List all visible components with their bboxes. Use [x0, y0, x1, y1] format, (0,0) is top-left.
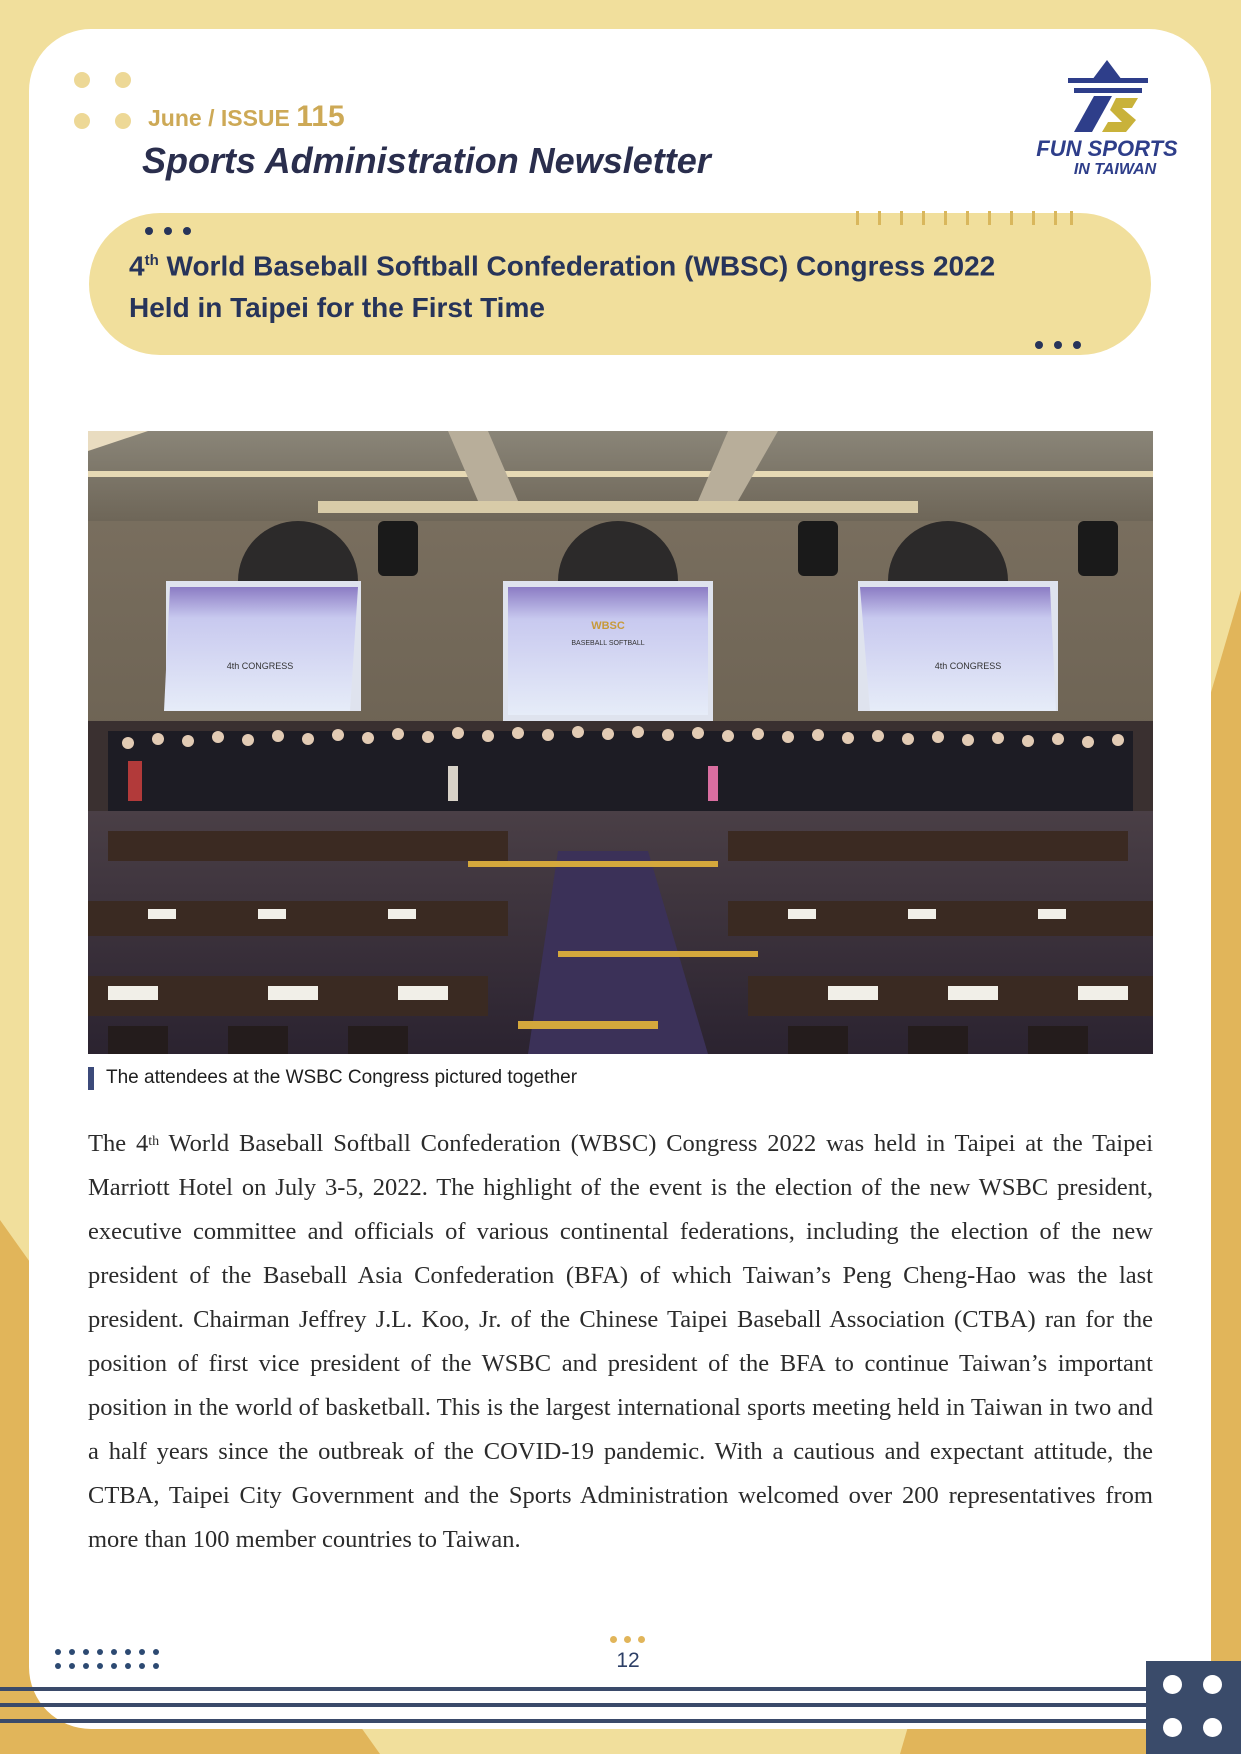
footer-line — [0, 1719, 1146, 1723]
photo-caption: The attendees at the WSBC Congress pictured together — [106, 1067, 578, 1088]
decor-dot — [638, 1636, 645, 1643]
screen-right-text: 4th CONGRESS — [934, 661, 1002, 671]
issue-prefix: June / ISSUE — [148, 105, 290, 131]
page-number: 12 — [616, 1649, 640, 1672]
decor-tick — [922, 211, 925, 225]
decor-tick — [856, 211, 859, 225]
screen-center-subtext: BASEBALL SOFTBALL — [571, 640, 645, 647]
decor-tick — [1070, 211, 1073, 225]
decor-tick — [1032, 211, 1035, 225]
decor-dot — [1163, 1675, 1182, 1694]
decor-dot — [183, 227, 191, 235]
decor-tick — [966, 211, 969, 225]
decor-dot — [69, 1663, 75, 1669]
decor-tick — [1010, 211, 1013, 225]
decor-dot — [610, 1636, 617, 1643]
decor-tick — [1054, 211, 1057, 225]
decor-dot — [1035, 341, 1043, 349]
decor-dot — [69, 1649, 75, 1655]
screen-center-text: WBSC — [591, 620, 625, 632]
decor-tick — [900, 211, 903, 225]
article-body — [88, 1122, 1153, 1562]
logo-line1: FUN SPORTS — [1036, 136, 1178, 161]
decor-dot — [624, 1636, 631, 1643]
issue-number: 115 — [296, 100, 345, 133]
decor-dot — [1203, 1718, 1222, 1737]
headline-ordinal-suffix: th — [144, 252, 159, 269]
logo-line2: IN TAIWAN — [1073, 161, 1157, 178]
fun-sports-logo — [1030, 58, 1185, 182]
article-headline — [129, 240, 1119, 329]
footer-line — [0, 1703, 1146, 1707]
decor-dot — [1163, 1718, 1182, 1737]
decor-dot — [1054, 341, 1062, 349]
decor-dot — [83, 1663, 89, 1669]
decor-dot — [164, 227, 172, 235]
decor-tick — [944, 211, 947, 225]
headline-ordinal: 4 — [129, 250, 145, 282]
decor-dot — [153, 1649, 159, 1655]
decor-dot — [55, 1649, 61, 1655]
body-lead: The 4 — [88, 1130, 149, 1157]
decor-dot — [97, 1649, 103, 1655]
issue-label — [148, 100, 345, 134]
decor-dot — [115, 72, 131, 88]
caption-bar — [88, 1067, 94, 1090]
decor-dot — [97, 1663, 103, 1669]
newsletter-title: Sports Administration Newsletter — [142, 140, 711, 181]
decor-dot — [74, 113, 90, 129]
decor-tick — [878, 211, 881, 225]
decor-dot — [1073, 341, 1081, 349]
decor-dot — [145, 227, 153, 235]
decor-tick — [988, 211, 991, 225]
headline-line1: World Baseball Softball Confederation (WBSC) Congress 2022 — [166, 250, 996, 282]
decor-dot — [111, 1663, 117, 1669]
decor-dot — [1203, 1675, 1222, 1694]
decor-dot — [125, 1649, 131, 1655]
decor-dot — [83, 1649, 89, 1655]
decor-dot — [74, 72, 90, 88]
decor-dot — [153, 1663, 159, 1669]
footer-line — [0, 1687, 1146, 1691]
decor-dot — [139, 1663, 145, 1669]
decor-dot — [115, 113, 131, 129]
body-lead-sup: th — [148, 1134, 160, 1149]
body-text: World Baseball Softball Confederation (WBSC) Congress 2022 was held in Taipei at the Taipei Marriott Hotel on July 3-5, 2022. The highlight of the event is the election of the new WSBC president, executive committee and officials of various continental federations, including the election of the new president of the Baseball Asia Confederation (BFA) of which Taiwan’s Peng Cheng-Hao was the last president. Chairman Jeffrey J.L. Koo, Jr. of the Chinese Taipei Baseball Association (CTBA) ran for the position of first vice president of the WSBC and president of the BFA to continue Taiwan’s important position in the world of basketball. This is the largest international sports meeting held in Taiwan in two and a half years since the outbreak of the COVID-19 pandemic. With a cautious and expectant attitude, the CTBA, Taipei City Government and the Sports Administration welcomed over 200 representatives from more than 100 member countries to Taiwan. — [88, 1130, 1153, 1553]
logo-mark-icon — [1030, 58, 1185, 182]
decor-dot — [139, 1649, 145, 1655]
footer-corner-block — [1146, 1661, 1241, 1754]
decor-dot — [55, 1663, 61, 1669]
decor-dot — [125, 1663, 131, 1669]
decor-dot — [111, 1649, 117, 1655]
headline-line2: Held in Taipei for the First Time — [129, 292, 545, 324]
congress-group-photo — [88, 431, 1153, 1054]
screen-left-text: 4th CONGRESS — [226, 661, 294, 671]
